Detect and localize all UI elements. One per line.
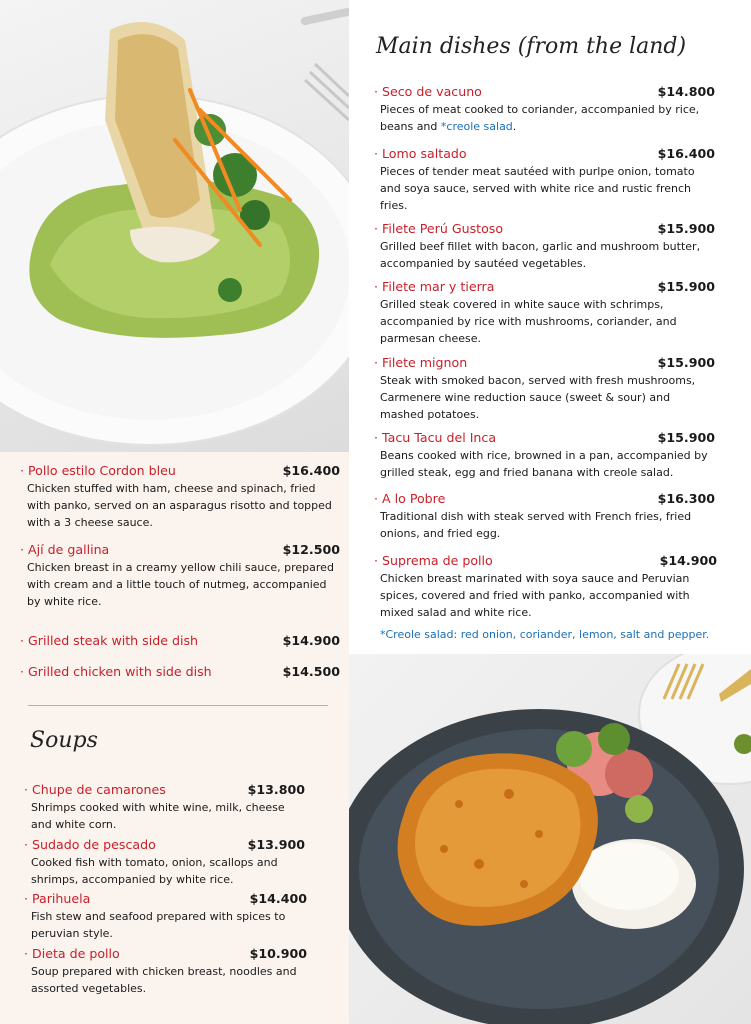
dish-description: Grilled beef fillet with bacon, garlic and mushroom butter, accompanied by sautéed vegetables. bbox=[380, 240, 701, 270]
dish-description: Traditional dish with steak served with French fries, fried onions, and fried egg. bbox=[380, 510, 692, 540]
dish-name: · Sudado de pescado bbox=[24, 837, 156, 852]
dish-name: · Filete Perú Gustoso bbox=[374, 221, 504, 236]
description-text-end: . bbox=[512, 120, 517, 133]
dish-description: Pieces of tender meat sautéed with purlpe onion, tomato and soya sauce, served with white rice and rustic french fries. bbox=[380, 165, 695, 212]
menu-item bbox=[374, 553, 717, 621]
menu-item bbox=[374, 146, 715, 214]
menu-item bbox=[20, 542, 340, 610]
dish-price: $13.900 bbox=[247, 837, 305, 852]
dish-name: · Lomo saltado bbox=[374, 146, 467, 161]
dish-price: $16.300 bbox=[657, 491, 715, 506]
dish-name: · Grilled steak with side dish bbox=[20, 633, 199, 648]
dish-name: · Suprema de pollo bbox=[374, 553, 493, 568]
menu-item bbox=[24, 891, 307, 942]
dish-price: $14.900 bbox=[282, 633, 340, 648]
main-dishes-title: Main dishes (from the land) bbox=[376, 34, 687, 59]
dish-description: Beans cooked with rice, browned in a pan, accompanied by grilled steak, egg and fried banana with creole salad. bbox=[380, 449, 708, 479]
cordon-bleu-illustration bbox=[0, 0, 349, 452]
dish-name: · Seco de vacuno bbox=[374, 84, 482, 99]
soups-title: Soups bbox=[30, 728, 98, 753]
dish-name: · Parihuela bbox=[24, 891, 91, 906]
menu-item bbox=[24, 782, 305, 833]
menu-item bbox=[374, 84, 715, 135]
section-divider bbox=[28, 705, 328, 706]
dish-name: · Filete mar y tierra bbox=[374, 279, 495, 294]
dish-name: · Grilled chicken with side dish bbox=[20, 664, 212, 679]
dish-price: $14.800 bbox=[657, 84, 715, 99]
dish-price: $15.900 bbox=[657, 430, 715, 445]
dish-description: Chicken breast in a creamy yellow chili sauce, prepared with cream and a little touch of nutmeg, accompanied by white rice. bbox=[27, 561, 334, 608]
dish-price: $14.900 bbox=[659, 553, 717, 568]
cordon-bleu-photo bbox=[0, 0, 349, 452]
dish-name: · Filete mignon bbox=[374, 355, 468, 370]
suprema-illustration bbox=[349, 654, 751, 1024]
creole-salad-note: *Creole salad: red onion, coriander, lemon, salt and pepper. bbox=[380, 628, 710, 641]
dish-name: · A lo Pobre bbox=[374, 491, 446, 506]
dish-price: $15.900 bbox=[657, 355, 715, 370]
dish-description: Steak with smoked bacon, served with fresh mushrooms, Carmenere wine reduction sauce (sweet & sour) and mashed potatoes. bbox=[380, 374, 696, 421]
dish-price: $14.500 bbox=[282, 664, 340, 679]
dish-price: $14.400 bbox=[249, 891, 307, 906]
dish-price: $16.400 bbox=[657, 146, 715, 161]
menu-item bbox=[374, 430, 715, 481]
menu-item bbox=[374, 491, 715, 542]
suprema-de-pollo-photo bbox=[349, 654, 751, 1024]
dish-description bbox=[374, 101, 715, 135]
menu-item bbox=[374, 221, 715, 272]
dish-name: · Tacu Tacu del Inca bbox=[374, 430, 497, 445]
dish-description: Soup prepared with chicken breast, noodles and assorted vegetables. bbox=[31, 965, 297, 995]
dish-price: $16.400 bbox=[282, 463, 340, 478]
dish-price: $13.800 bbox=[247, 782, 305, 797]
creole-salad-ref: *creole salad bbox=[440, 120, 513, 133]
menu-item bbox=[20, 633, 340, 648]
dish-description: Fish stew and seafood prepared with spices to peruvian style. bbox=[31, 910, 286, 940]
dish-name: · Pollo estilo Cordon bleu bbox=[20, 463, 176, 478]
menu-item bbox=[374, 355, 715, 423]
dish-price: $15.900 bbox=[657, 221, 715, 236]
dish-description: Grilled steak covered in white sauce with schrimps, accompanied by rice with mushrooms, coriander, and parmesan cheese. bbox=[380, 298, 677, 345]
menu-item bbox=[24, 837, 305, 888]
dish-price: $12.500 bbox=[282, 542, 340, 557]
menu-item bbox=[20, 664, 340, 679]
dish-name: · Ají de gallina bbox=[20, 542, 110, 557]
menu-item bbox=[20, 463, 340, 531]
dish-name: · Dieta de pollo bbox=[24, 946, 120, 961]
dish-name: · Chupe de camarones bbox=[24, 782, 166, 797]
description-text: Pieces of meat cooked to coriander, accompanied by rice, beans and bbox=[380, 103, 700, 133]
dish-price: $10.900 bbox=[249, 946, 307, 961]
dish-price: $15.900 bbox=[657, 279, 715, 294]
menu-item bbox=[24, 946, 307, 997]
dish-description: Cooked fish with tomato, onion, scallops and shrimps, accompanied by white rice. bbox=[31, 856, 278, 886]
dish-description: Chicken stuffed with ham, cheese and spinach, fried with panko, served on an asparagus risotto and topped with a 3 cheese sauce. bbox=[27, 482, 332, 529]
menu-item bbox=[374, 279, 715, 347]
dish-description: Shrimps cooked with white wine, milk, cheese and white corn. bbox=[31, 801, 285, 831]
dish-description: Chicken breast marinated with soya sauce and Peruvian spices, covered and fried with panko, accompanied with mixed salad and white rice. bbox=[380, 572, 690, 619]
